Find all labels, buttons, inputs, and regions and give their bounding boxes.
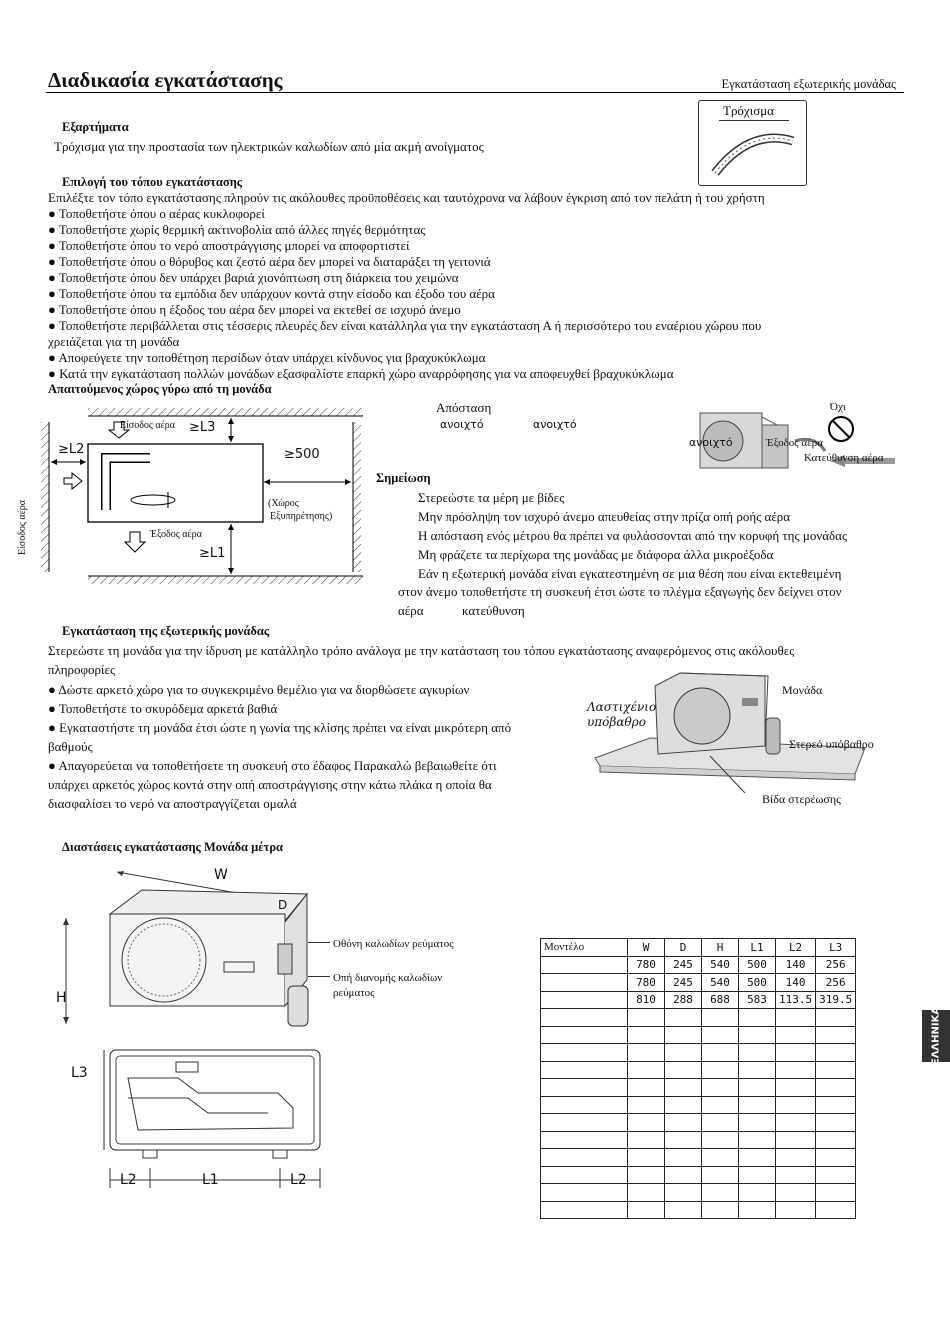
table-cell: 810 (628, 991, 665, 1009)
table-cell: 500 (739, 974, 776, 992)
install-bullet: βαθμούς (48, 739, 93, 754)
table-cell: 288 (665, 991, 702, 1009)
table-cell (702, 1079, 739, 1097)
diagram-l2: ≥L2 (58, 442, 85, 457)
dim-hole-label-2: ρεύματος (333, 987, 375, 999)
site-line: ● Αποφεύγετε την τοποθέτηση περσίδων όταν υπάρχει κίνδυνος για βραχυκύκλωμα (48, 350, 486, 365)
dim-l1: L1 (202, 1172, 219, 1188)
table-cell (776, 1079, 816, 1097)
table-cell (541, 1114, 628, 1132)
table-cell (816, 1009, 856, 1027)
language-tab-label: ΕΛΛΗΝΙΚΑ (930, 1006, 942, 1066)
install-bullet: ● Απαγορεύεται να τοποθετήσετε τη συσκευή στο έδαφος Παρακαλώ βεβαιωθείτε ότι (48, 758, 497, 773)
table-cell (776, 1061, 816, 1079)
table-cell (702, 1044, 739, 1062)
table-cell (702, 1009, 739, 1027)
table-cell (541, 1201, 628, 1219)
table-cell (628, 1079, 665, 1097)
table-cell (816, 1166, 856, 1184)
table-cell (541, 1166, 628, 1184)
table-row (541, 1061, 856, 1079)
site-line: χρειάζεται για τη μονάδα (48, 334, 180, 349)
dim-l3: L3 (71, 1065, 88, 1081)
table-cell (776, 1201, 816, 1219)
table-cell (776, 1114, 816, 1132)
table-header-cell: L1 (739, 939, 776, 957)
table-cell (541, 1096, 628, 1114)
dim-hole-label-1: Οπή διανομής καλωδίων (333, 972, 443, 984)
table-cell (541, 1079, 628, 1097)
site-line: ● Τοποθετήστε περιβάλλεται στις τέσσερις πλευρές δεν είναι κατάλληλα για την εγκατάσταση Α ή περισσότερο του εναέριου χώρου που (48, 318, 762, 333)
note-line: Μην πρόσληψη τον ισχυρό άνεμο απευθείας στην πρίζα οπή ροής αέρα (418, 509, 791, 524)
space-heading: Απαιτούμενος χώρος γύρω από τη μονάδα (48, 382, 272, 396)
diagram-500: ≥500 (284, 447, 320, 462)
table-header-cell: L3 (816, 939, 856, 957)
page-title: Διαδικασία εγκατάστασης (48, 68, 283, 92)
table-cell (541, 1026, 628, 1044)
table-cell (816, 1061, 856, 1079)
table-cell (541, 1009, 628, 1027)
dim-l2-left: L2 (120, 1172, 137, 1188)
table-cell (776, 1044, 816, 1062)
table-cell (541, 1061, 628, 1079)
table-cell (816, 1044, 856, 1062)
table-cell (628, 1114, 665, 1132)
table-cell (541, 1184, 628, 1202)
install-bullet: ● Εγκαταστήστε τη μονάδα έτσι ώστε η γωνία της κλίσης πρέπει να είναι μικρότερη από (48, 720, 512, 735)
note-heading: Σημείωση (376, 471, 431, 485)
table-header-cell: L2 (776, 939, 816, 957)
note-line: Η απόσταση ενός μέτρου θα πρέπει να φυλάσσονται από την κορυφή της μονάδας (418, 528, 848, 543)
table-cell (702, 1026, 739, 1044)
dimensions-heading: Διαστάσεις εγκατάστασης Μονάδα μέτρα (62, 840, 284, 854)
table-row (541, 1149, 856, 1167)
table-cell: 780 (628, 956, 665, 974)
photo-no: Όχι (830, 401, 846, 413)
open-label-2: ανοιχτό (533, 418, 577, 431)
table-cell (628, 1026, 665, 1044)
table-row (541, 1009, 856, 1027)
table-cell: 140 (776, 956, 816, 974)
mount-rubber-1: Λαστιχένιο (587, 700, 657, 714)
table-cell (739, 1079, 776, 1097)
hole-leader (308, 976, 330, 977)
table-row (541, 1166, 856, 1184)
table-cell (628, 1044, 665, 1062)
dim-w: W (214, 867, 228, 883)
table-cell (665, 1044, 702, 1062)
note-list (418, 488, 847, 583)
table-cell (816, 1096, 856, 1114)
mount-screw: Βίδα στερέωσης (762, 792, 841, 806)
table-cell (628, 1166, 665, 1184)
table-cell (776, 1131, 816, 1149)
table-cell (541, 991, 628, 1009)
table-cell: 319.5 (816, 991, 856, 1009)
table-cell: 688 (702, 991, 739, 1009)
grommet-label-underline (719, 120, 789, 121)
table-cell: 540 (702, 956, 739, 974)
table-cell (702, 1131, 739, 1149)
diagram-inlet-side: Είσοδος αέρα (17, 499, 28, 555)
dim-h: H (56, 990, 67, 1006)
unit-plan-figure (68, 1038, 330, 1194)
photo-open: ανοιχτό (689, 436, 733, 449)
table-cell (739, 1201, 776, 1219)
table-cell (702, 1184, 739, 1202)
table-cell (702, 1114, 739, 1132)
table-cell: 140 (776, 974, 816, 992)
dim-screen-label: Οθόνη καλωδίων ρεύματος (333, 938, 454, 950)
table-cell (776, 1009, 816, 1027)
diagram-inlet-top: Είσοδος αέρα (120, 420, 176, 431)
install-bullet: διασφαλίσει το νερό να αποστραγγίζεται ομαλά (48, 796, 297, 811)
table-cell (702, 1166, 739, 1184)
install-bullet: ● Δώστε αρκετό χώρο για το συγκεκριμένο θεμέλιο για να διορθώσετε αγκυρίων (48, 682, 470, 697)
table-cell (739, 1061, 776, 1079)
accessories-heading: Εξαρτήματα (62, 120, 129, 134)
table-cell (702, 1096, 739, 1114)
note-line: Μη φράζετε τα περίχωρα της μονάδας με διάφορα άλλα μικροέξοδα (418, 547, 774, 562)
section-title: Εγκατάσταση εξωτερικής μονάδας (721, 77, 896, 91)
table-cell (816, 1149, 856, 1167)
table-cell (816, 1114, 856, 1132)
table-cell (776, 1096, 816, 1114)
table-cell (665, 1061, 702, 1079)
table-cell (665, 1009, 702, 1027)
table-cell: 780 (628, 974, 665, 992)
table-cell (739, 1026, 776, 1044)
accessories-text: Τρόχισμα για την προστασία των ηλεκτρικών καλωδίων από μία ακμή ανοίγματος (54, 139, 484, 154)
diagram-l3: ≥L3 (189, 420, 216, 435)
table-header-row (541, 939, 856, 957)
table-cell (628, 1009, 665, 1027)
site-line: ● Τοποθετήστε όπου δεν υπάρχει βαριά χιονόπτωση στη διάρκεια του χειμώνα (48, 270, 459, 285)
language-tab (922, 1006, 950, 1066)
table-cell (628, 1131, 665, 1149)
table-cell (739, 1044, 776, 1062)
note-line-7b: κατεύθυνση (462, 603, 525, 618)
table-cell (739, 1184, 776, 1202)
table-row (541, 1114, 856, 1132)
diagram-service-2: Εξυπηρέτησης) (270, 511, 333, 522)
table-cell: 245 (665, 956, 702, 974)
table-cell: 500 (739, 956, 776, 974)
table-header-cell: Μοντέλο (541, 939, 628, 957)
site-line: ● Τοποθετήστε όπου το νερό αποστράγγισης μπορεί να αποφορτιστεί (48, 238, 410, 253)
table-row (541, 1184, 856, 1202)
table-row (541, 1079, 856, 1097)
table-row (541, 1096, 856, 1114)
table-cell: 583 (739, 991, 776, 1009)
table-cell (739, 1114, 776, 1132)
table-cell (665, 1096, 702, 1114)
table-row (541, 1131, 856, 1149)
install-bullet: υπάρχει αρκετός χώρος κοντά στην οπή αποστράγγισης στην κάτω πλάκα η οποία θα (48, 777, 492, 792)
open-label-1: ανοιχτό (440, 418, 484, 431)
table-cell (702, 1061, 739, 1079)
distance-label: Απόσταση (436, 400, 492, 415)
table-cell (541, 956, 628, 974)
site-line: ● Κατά την εγκατάσταση πολλών μονάδων εξασφαλίστε επαρκή χώρο αναρρόφησης για να αποφευχθεί βραχυκύκλωμα (48, 366, 674, 381)
mount-base: Στερεό υπόβαθρο (789, 737, 874, 751)
table-cell (739, 1166, 776, 1184)
table-cell: 256 (816, 974, 856, 992)
table-row (541, 956, 856, 974)
table-row (541, 1201, 856, 1219)
site-line: ● Τοποθετήστε όπου ο αέρας κυκλοφορεί (48, 206, 265, 221)
dim-l2-right: L2 (290, 1172, 307, 1188)
table-header-cell: D (665, 939, 702, 957)
site-heading: Επιλογή του τόπου εγκατάστασης (62, 175, 243, 189)
table-cell (628, 1184, 665, 1202)
table-row (541, 991, 856, 1009)
mount-rubber-2: υπόβαθρο (587, 715, 646, 729)
note-line: Εάν η εξωτερική μονάδα είναι εγκατεστημένη σε μια θέση που είναι εκτεθειμένη (418, 566, 842, 581)
site-line: Επιλέξτε τον τόπο εγκατάστασης πληρούν τις ακόλουθες προϋποθέσεις και ταυτόχρονα να λάβουν έγκριση από τον πελάτη ή του χρήστη (48, 190, 765, 205)
table-cell (739, 1096, 776, 1114)
install-bullet: ● Τοποθετήστε το σκυρόδεμα αρκετά βαθιά (48, 701, 278, 716)
table-cell (776, 1184, 816, 1202)
table-cell (628, 1201, 665, 1219)
table-cell (816, 1201, 856, 1219)
table-cell (739, 1149, 776, 1167)
site-line: ● Τοποθετήστε όπου η έξοδος του αέρα δεν μπορεί να εκτεθεί σε ισχυρό άνεμο (48, 302, 461, 317)
site-line: ● Τοποθετήστε όπου τα εμπόδια δεν υπάρχουν κοντά στην είσοδο και έξοδο του αέρα (48, 286, 495, 301)
table-cell (665, 1184, 702, 1202)
site-list (48, 190, 765, 382)
table-cell (665, 1166, 702, 1184)
table-cell (665, 1149, 702, 1167)
note-line: Στερεώστε τα μέρη με βίδες (418, 490, 565, 505)
table-cell (541, 1149, 628, 1167)
table-cell (665, 1079, 702, 1097)
install-bullets (48, 680, 511, 813)
table-row (541, 974, 856, 992)
diagram-outlet: Έξοδος αέρα (150, 529, 202, 540)
table-cell (816, 1026, 856, 1044)
table-cell (816, 1079, 856, 1097)
table-cell (665, 1201, 702, 1219)
install-heading: Εγκατάσταση της εξωτερικής μονάδας (62, 624, 270, 638)
diagram-service-1: (Χώρος (268, 498, 299, 509)
table-cell (776, 1149, 816, 1167)
grommet-figure (698, 100, 807, 186)
site-line: ● Τοποθετήστε όπου ο θόρυβος και ζεστό αέρα δεν μπορεί να διαταράξει τη γειτονιά (48, 254, 491, 269)
mount-unit: Μονάδα (782, 683, 823, 697)
table-cell (776, 1026, 816, 1044)
site-line: ● Τοποθετήστε χωρίς θερμική ακτινοβολία από άλλες πηγές θερμότητας (48, 222, 426, 237)
table-cell: 540 (702, 974, 739, 992)
dim-d: D (278, 898, 288, 912)
table-cell: 245 (665, 974, 702, 992)
table-cell (739, 1131, 776, 1149)
table-cell (702, 1201, 739, 1219)
diagram-l1: ≥L1 (199, 546, 226, 561)
header-rule (46, 92, 904, 93)
table-cell (702, 1149, 739, 1167)
table-cell (739, 1009, 776, 1027)
table-cell: 256 (816, 956, 856, 974)
table-row (541, 1044, 856, 1062)
table-cell (816, 1131, 856, 1149)
table-cell: 113.5 (776, 991, 816, 1009)
table-cell (816, 1184, 856, 1202)
table-cell (776, 1166, 816, 1184)
table-cell (541, 1131, 628, 1149)
table-cell (628, 1149, 665, 1167)
table-header-cell: H (702, 939, 739, 957)
install-line: Στερεώστε τη μονάδα για την ίδρυση με κατάλληλο τρόπο ανάλογα με την κατάσταση του τόπου εγκατάστασης αναφερόμενος στις ακόλουθες (48, 643, 795, 658)
grommet-icon (705, 123, 801, 183)
table-row (541, 1026, 856, 1044)
screen-leader (308, 942, 330, 943)
note-line-6: στον άνεμο τοποθετήστε τη συσκευή έτσι ώστε το πλέγμα εξαγωγής δεν δείχνει στον (398, 584, 842, 599)
unit-dimension-figure (52, 862, 312, 1027)
table-cell (665, 1131, 702, 1149)
table-header-cell: W (628, 939, 665, 957)
table-cell (628, 1096, 665, 1114)
table-cell (541, 974, 628, 992)
photo-outlet: Έξοδος αέρα (766, 437, 824, 449)
table-cell (628, 1061, 665, 1079)
note-line-7a: αέρα (398, 603, 424, 618)
dimensions-table (540, 938, 856, 1219)
table-cell (541, 1044, 628, 1062)
photo-wind: Κατεύθυνση αέρα (804, 452, 884, 464)
table-cell (665, 1114, 702, 1132)
install-line: πληροφορίες (48, 662, 116, 677)
grommet-label: Τρόχισμα (723, 103, 774, 118)
table-cell (665, 1026, 702, 1044)
